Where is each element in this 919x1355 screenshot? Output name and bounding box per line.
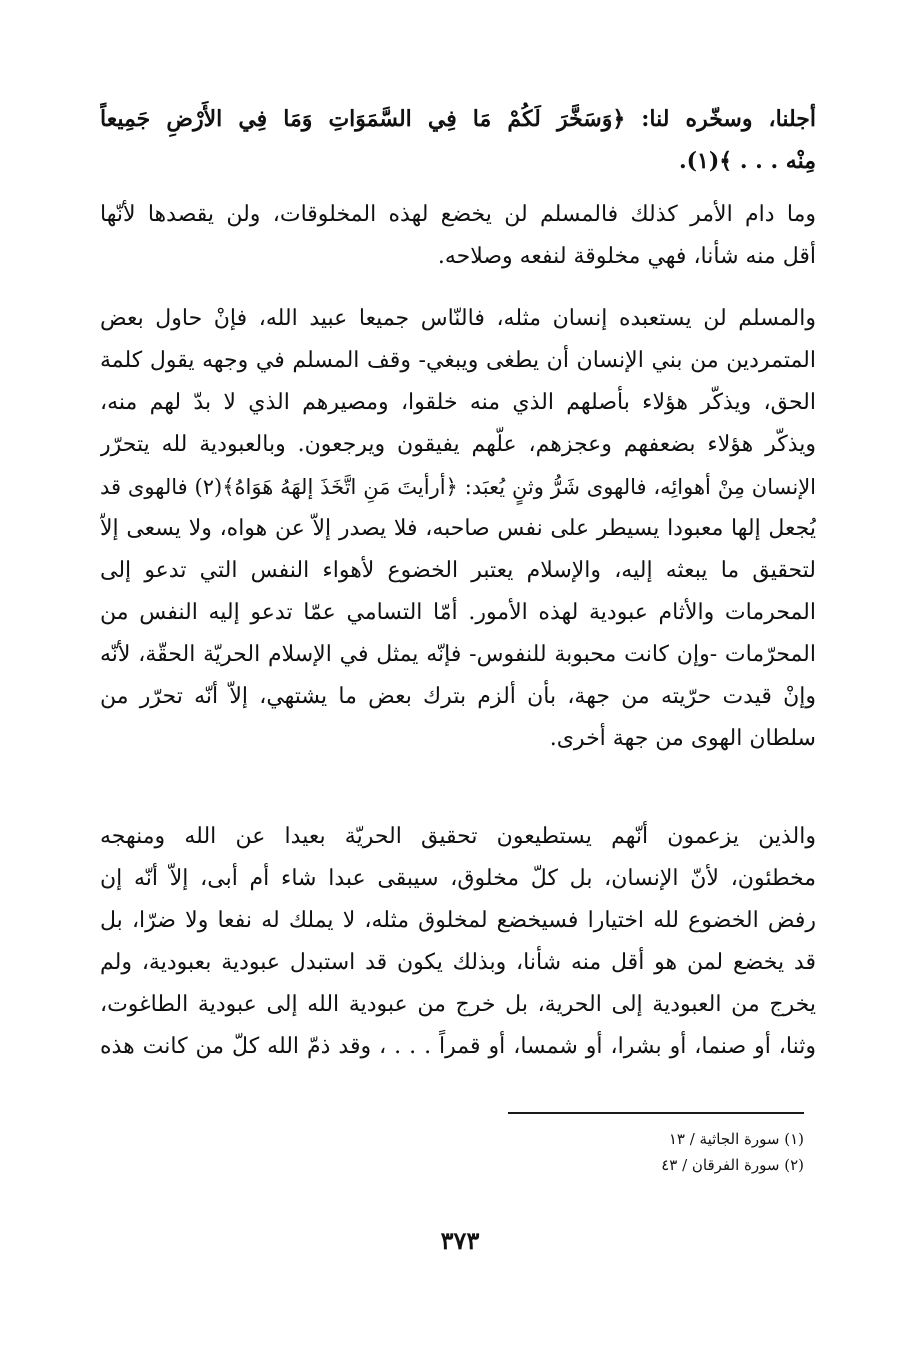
text-line: وثنا، أو صنما، أو بشرا، أو شمسا، أو قمراً . . . ، وقد ذمّ الله كلّ من كانت هذه bbox=[100, 1034, 816, 1059]
text-line: والذين يزعمون أنّهم يستطيعون تحقيق الحريّة بعيدا عن الله ومنهجه bbox=[100, 824, 816, 849]
text-line: أقل منه شأنا، فهي مخلوقة لنفعه وصلاحه. bbox=[437, 244, 816, 269]
text-line: سلطان الهوى من جهة أخرى. bbox=[549, 726, 816, 751]
text-line: قد يخضع لمن هو أقل منه شأنا، وبذلك يكون قد استبدل عبودية بعبودية، ولم bbox=[100, 950, 816, 975]
footnote-divider bbox=[508, 1112, 804, 1114]
text-line: يخرج من العبودية إلى الحرية، بل خرج من عبودية الله إلى عبودية الطاغوت، bbox=[100, 992, 816, 1017]
text-line: والمسلم لن يستعبده إنسان مثله، فالنّاس جميعا عبيد الله، فإنْ حاول بعض bbox=[100, 306, 816, 331]
text-line: الحق، ويذكّر هؤلاء بأصلهم الذي منه خلقوا، ومصيرهم الذي لا بدّ لهم منه، bbox=[100, 390, 816, 415]
text-line: لتحقيق ما يبعثه إليه، والإسلام يعتبر الخضوع لأهواء النفس التي تدعو إلى bbox=[100, 558, 816, 583]
text-line: مخطئون، لأنّ الإنسان، بل كلّ مخلوق، سيبقى عبدا شاء أم أبى، إلاّ أنّه إن bbox=[100, 866, 816, 891]
paragraph-4 bbox=[100, 816, 816, 1068]
text-line: ويذكّر هؤلاء بضعفهم وعجزهم، علّهم يفيقون ويرجعون. وبالعبودية لله يتحرّر bbox=[100, 432, 816, 457]
text-line: مِنْه . . . ﴾(١). bbox=[678, 148, 816, 174]
footnote-1: (١) سورة الجاثية / ١٣ bbox=[668, 1130, 804, 1148]
text-line: أجلنا، وسخّره لنا: ﴿وَسَخَّرَ لَكُمْ مَا فِي السَّمَوَاتِ وَمَا فِي الأَرْضِ جَمِيعاً bbox=[100, 106, 816, 132]
text-line: يُجعل إلها معبودا يسيطر على نفس صاحبه، فلا يصدر إلاّ عن هواه، ولا يسعى إلاّ bbox=[100, 516, 816, 541]
text-line: الإنسان مِنْ أهوائِه، فالهوى شَرُّ وثنٍ يُعبَد: ﴿أرأيتَ مَنِ اتَّخَذَ إلهَهُ هَوَاهُ﴾(٢) فالهوى قد bbox=[100, 475, 816, 499]
text-line: المحرّمات -وإن كانت محبوبة للنفوس- فإنّه يمثل في الإسلام الحريّة الحقّة، لأنّه bbox=[100, 642, 816, 667]
text-line: وما دام الأمر كذلك فالمسلم لن يخضع لهذه المخلوقات، ولن يقصدها لأنّها bbox=[100, 202, 816, 227]
text-line: المتمردين من بني الإنسان أن يطغى ويبغي- وقف المسلم في وجهه يقول كلمة bbox=[100, 348, 816, 373]
paragraph-3 bbox=[100, 298, 816, 760]
text-line: وإنْ قيدت حرّيته من جهة، بأن ألزم بترك بعض ما يشتهي، إلاّ أنّه تحرّر من bbox=[100, 684, 816, 709]
page-number: ٣٧٣ bbox=[440, 1226, 480, 1255]
footnotes bbox=[500, 1126, 804, 1178]
text-line: رفض الخضوع لله اختيارا فسيخضع لمخلوق مثله، لا يملك له نفعا ولا ضرّا، بل bbox=[100, 908, 816, 933]
footnote-2: (٢) سورة الفرقان / ٤٣ bbox=[661, 1156, 804, 1174]
paragraph-1 bbox=[100, 98, 816, 182]
paragraph-2 bbox=[100, 194, 816, 278]
text-line: المحرمات والأثام عبودية لهذه الأمور. أمّا التسامي عمّا تدعو إليه النفس من bbox=[100, 600, 816, 625]
